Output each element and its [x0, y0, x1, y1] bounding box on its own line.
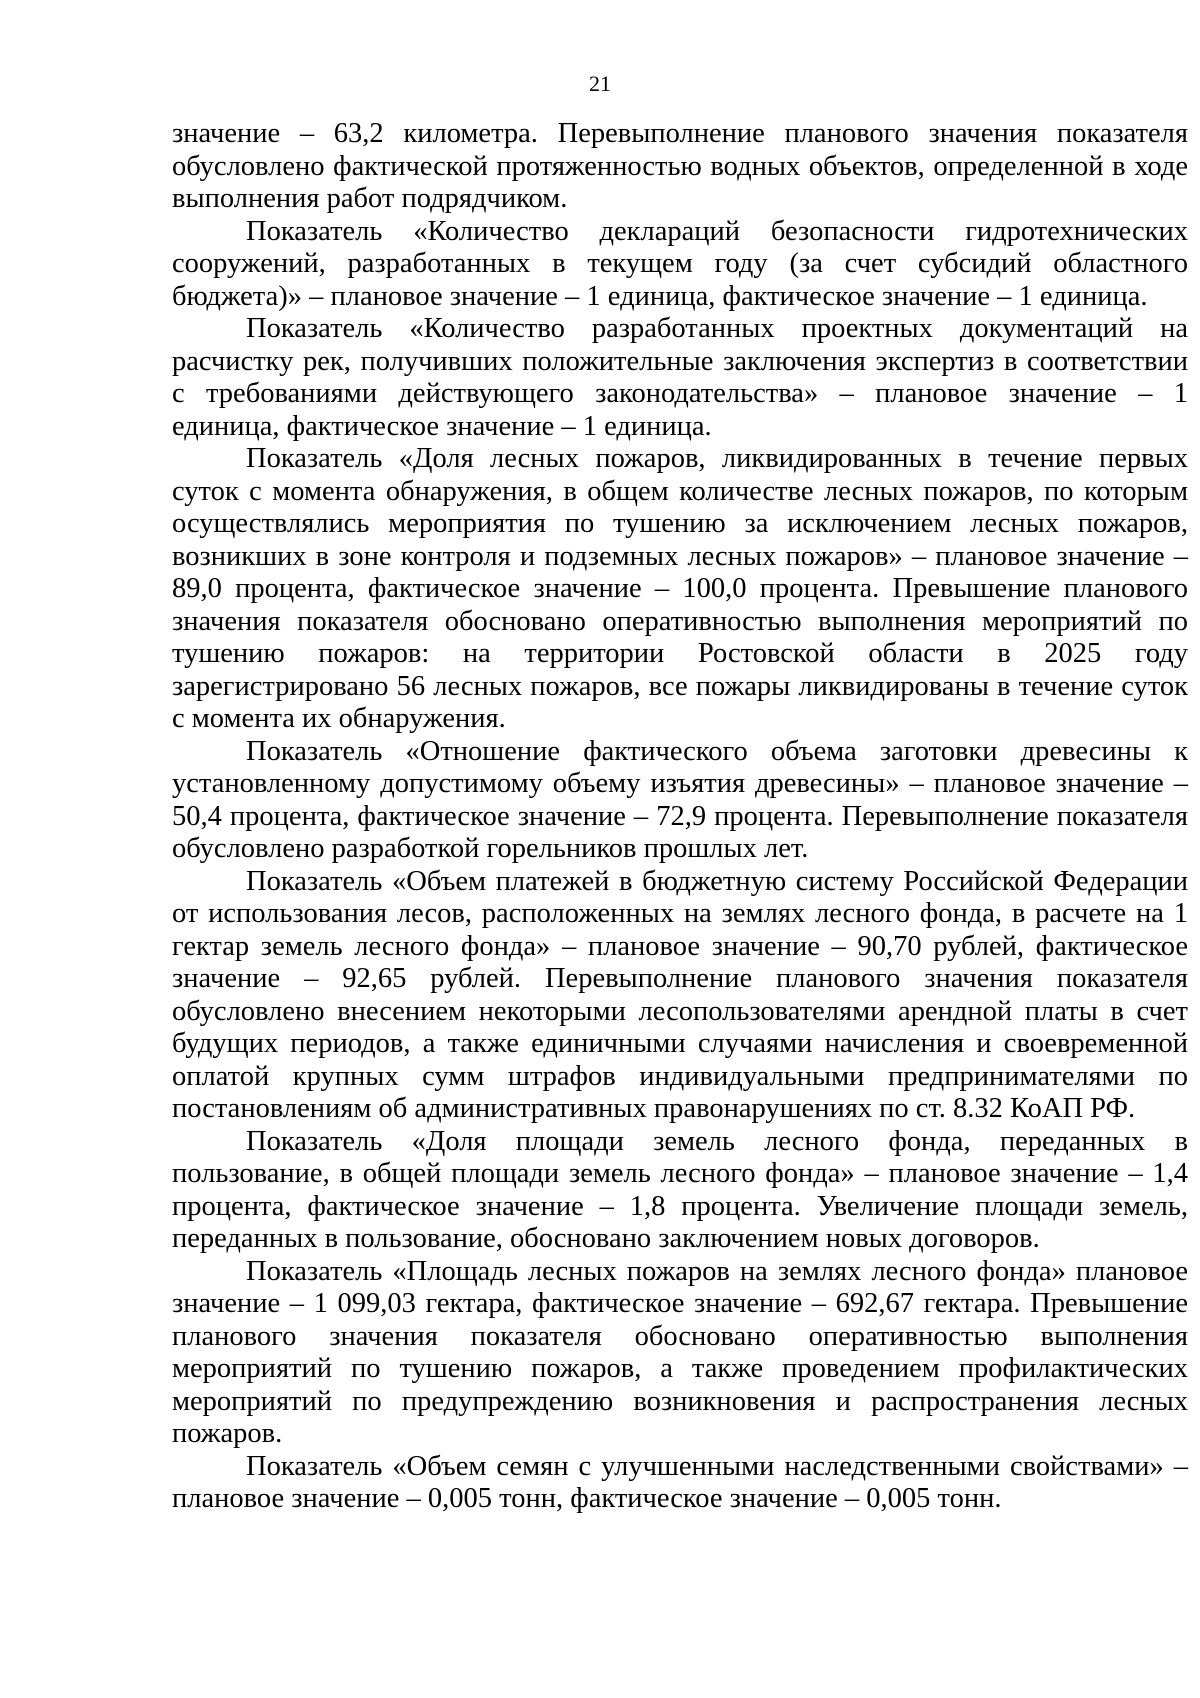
paragraph: Показатель «Доля площади земель лесного фонда, переданных в пользование, в общей площади земель лесного фонда» – плановое значение – 1,4 процента, фактическое значение – 1,8 процента. Увеличение площади земель, переданных в пользование, обосновано заключением новых договоров. — [172, 1125, 1188, 1254]
paragraph: Показатель «Доля лесных пожаров, ликвидированных в течение первых суток с момента обнаружения, в общем количестве лесных пожаров, по которым осуществлялись мероприятия по тушению за исключением лесных пожаров, возникших в зоне контроля и подземных лесных пожаров» – плановое значение – 89,0 процента, фактическое значение – 100,0 процента. Превышение планового значения показателя обосновано оперативностью выполнения мероприятий по тушению пожаров: на территории Ростовской области в 2025 году зарегистрировано 56 лесных пожаров, все пожары ликвидированы в течение суток с момента их обнаружения. — [172, 443, 1188, 734]
paragraph: Показатель «Площадь лесных пожаров на землях лесного фонда» плановое значение – 1 099,03 гектара, фактическое значение – 692,67 гектара. Превышение планового значения показателя обосновано оперативностью выполнения мероприятий по тушению пожаров, а также проведением профилактических мероприятий по предупреждению возникновения и распространения лесных пожаров. — [172, 1255, 1188, 1449]
paragraph: Показатель «Отношение фактического объема заготовки древесины к установленному допустимому объему изъятия древесины» – плановое значение – 50,4 процента, фактическое значение – 72,9 процента. Перевыполнение показателя обусловлено разработкой горельников прошлых лет. — [172, 735, 1188, 864]
page-number: 21 — [589, 71, 611, 96]
paragraph: Показатель «Количество разработанных проектных документаций на расчистку рек, получивших положительные заключения экспертиз в соответствии с требованиями действующего законодательства» – плановое значение – 1 единица, фактическое значение – 1 единица. — [172, 313, 1188, 442]
paragraph: Показатель «Объем семян с улучшенными наследственными свойствами» – плановое значение – 0,005 тонн, фактическое значение – 0,005 тонн. — [172, 1450, 1188, 1514]
paragraph: значение – 63,2 километра. Перевыполнение планового значения показателя обусловлено фактической протяженностью водных объектов, определенной в ходе выполнения работ подрядчиком. — [172, 118, 1188, 214]
paragraph: Показатель «Объем платежей в бюджетную систему Российской Федерации от использования лесов, расположенных на землях лесного фонда, в расчете на 1 гектар земель лесного фонда» – плановое значение – 90,70 рублей, фактическое значение – 92,65 рублей. Перевыполнение планового значения показателя обусловлено внесением некоторыми лесопользователями арендной платы в счет будущих периодов, а также единичными случаями начисления и своевременной оплатой крупных сумм штрафов индивидуальными предпринимателями по постановлениям об административных правонарушениях по ст. 8.32 КоАП РФ. — [172, 865, 1188, 1124]
paragraph: Показатель «Количество деклараций безопасности гидротехнических сооружений, разработанных в текущем году (за счет субсидий областного бюджета)» – плановое значение – 1 единица, фактическое значение – 1 единица. — [172, 215, 1188, 312]
document-body — [172, 118, 1188, 1516]
